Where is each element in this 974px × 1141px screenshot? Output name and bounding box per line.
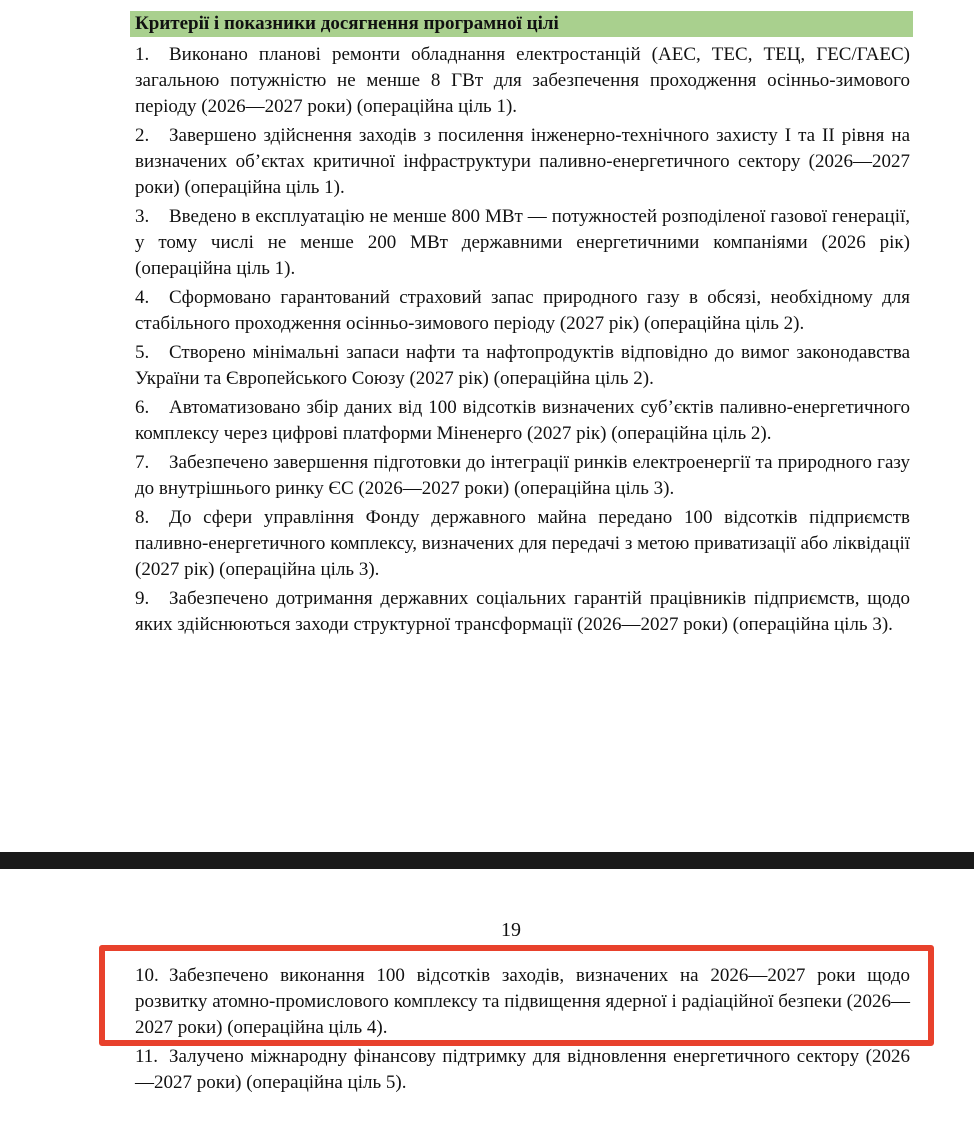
item-text: Забезпечено завершення підготовки до інтеграції ринків електроенергії та природного газу до внутрішнього ринку ЄС (2026—2027 роки) (операційна ціль 3).: [135, 452, 910, 499]
item-text: Введено в експлуатацію не менше 800 МВт — потужностей розподіленої газової генерації, у тому числі не менше 200 МВт державними енергетичними компаніями (2026 рік) (операційна ціль 1).: [135, 206, 910, 279]
item-number: 7.: [135, 452, 150, 473]
page-number: 19: [501, 919, 521, 941]
page-break-divider: [0, 852, 974, 869]
list-item: [135, 450, 910, 502]
list-item: [135, 1044, 910, 1096]
list-item: [135, 204, 910, 282]
item-text: Автоматизовано збір даних від 100 відсотків визначених суб’єктів паливно-енергетичного комплексу через цифрові платформи Міненерго (2027 рік) (операційна ціль 2).: [135, 397, 910, 444]
item-text: Виконано планові ремонти обладнання електростанцій (АЕС, ТЕС, ТЕЦ, ГЕС/ГАЕС) загальною потужністю не менше 8 ГВт для забезпечення проходження осінньо-зимового періоду (2026—2027 роки) (операційна ціль 1).: [135, 44, 910, 117]
item-number: 8.: [135, 507, 150, 528]
item-text: Забезпечено виконання 100 відсотків заходів, визначених на 2026—2027 роки щодо розвитку атомно-промислового комплексу та підвищення ядерної і радіаційної безпеки (2026—2027 роки) (операційна ціль 4).: [135, 965, 910, 1038]
item-number: 11.: [135, 1046, 159, 1067]
list-item: [135, 42, 910, 120]
list-item: [135, 395, 910, 447]
item-number: 3.: [135, 206, 150, 227]
item-number: 5.: [135, 342, 150, 363]
item-text: Залучено міжнародну фінансову підтримку для відновлення енергетичного сектору (2026—2027 роки) (операційна ціль 5).: [135, 1046, 910, 1093]
highlight-box: [99, 945, 934, 1046]
list-item: [135, 586, 910, 638]
item-number: 10.: [135, 965, 159, 986]
list-item: [135, 340, 910, 392]
item-text: Завершено здійснення заходів з посилення інженерно-технічного захисту I та II рівня на визначених об’єктах критичної інфраструктури паливно-енергетичного сектору (2026—2027 роки) (операційна ціль 1).: [135, 125, 910, 198]
item-number: 9.: [135, 588, 150, 609]
item-text: Забезпечено дотримання державних соціальних гарантій працівників підприємств, щодо яких здійснюються заходи структурної трансформації (2026—2027 роки) (операційна ціль 3).: [135, 588, 910, 635]
item-number: 4.: [135, 287, 150, 308]
list-item: [135, 505, 910, 583]
criteria-list: [135, 42, 910, 641]
section-heading: Критерії і показники досягнення програмної цілі: [130, 11, 913, 37]
item-number: 1.: [135, 44, 150, 65]
item-text: Створено мінімальні запаси нафти та нафтопродуктів відповідно до вимог законодавства України та Європейського Союзу (2027 рік) (операційна ціль 2).: [135, 342, 910, 389]
item-text: Сформовано гарантований страховий запас природного газу в обсязі, необхідному для стабільного проходження осінньо-зимового періоду (2027 рік) (операційна ціль 2).: [135, 287, 910, 334]
list-item: [135, 123, 910, 201]
item-number: 2.: [135, 125, 150, 146]
item-text: До сфери управління Фонду державного майна передано 100 відсотків підприємств паливно-енергетичного комплексу, визначених для передачі з метою приватизації або ліквідації (2027 рік) (операційна ціль 3).: [135, 507, 910, 580]
item-number: 6.: [135, 397, 150, 418]
list-item: [135, 285, 910, 337]
